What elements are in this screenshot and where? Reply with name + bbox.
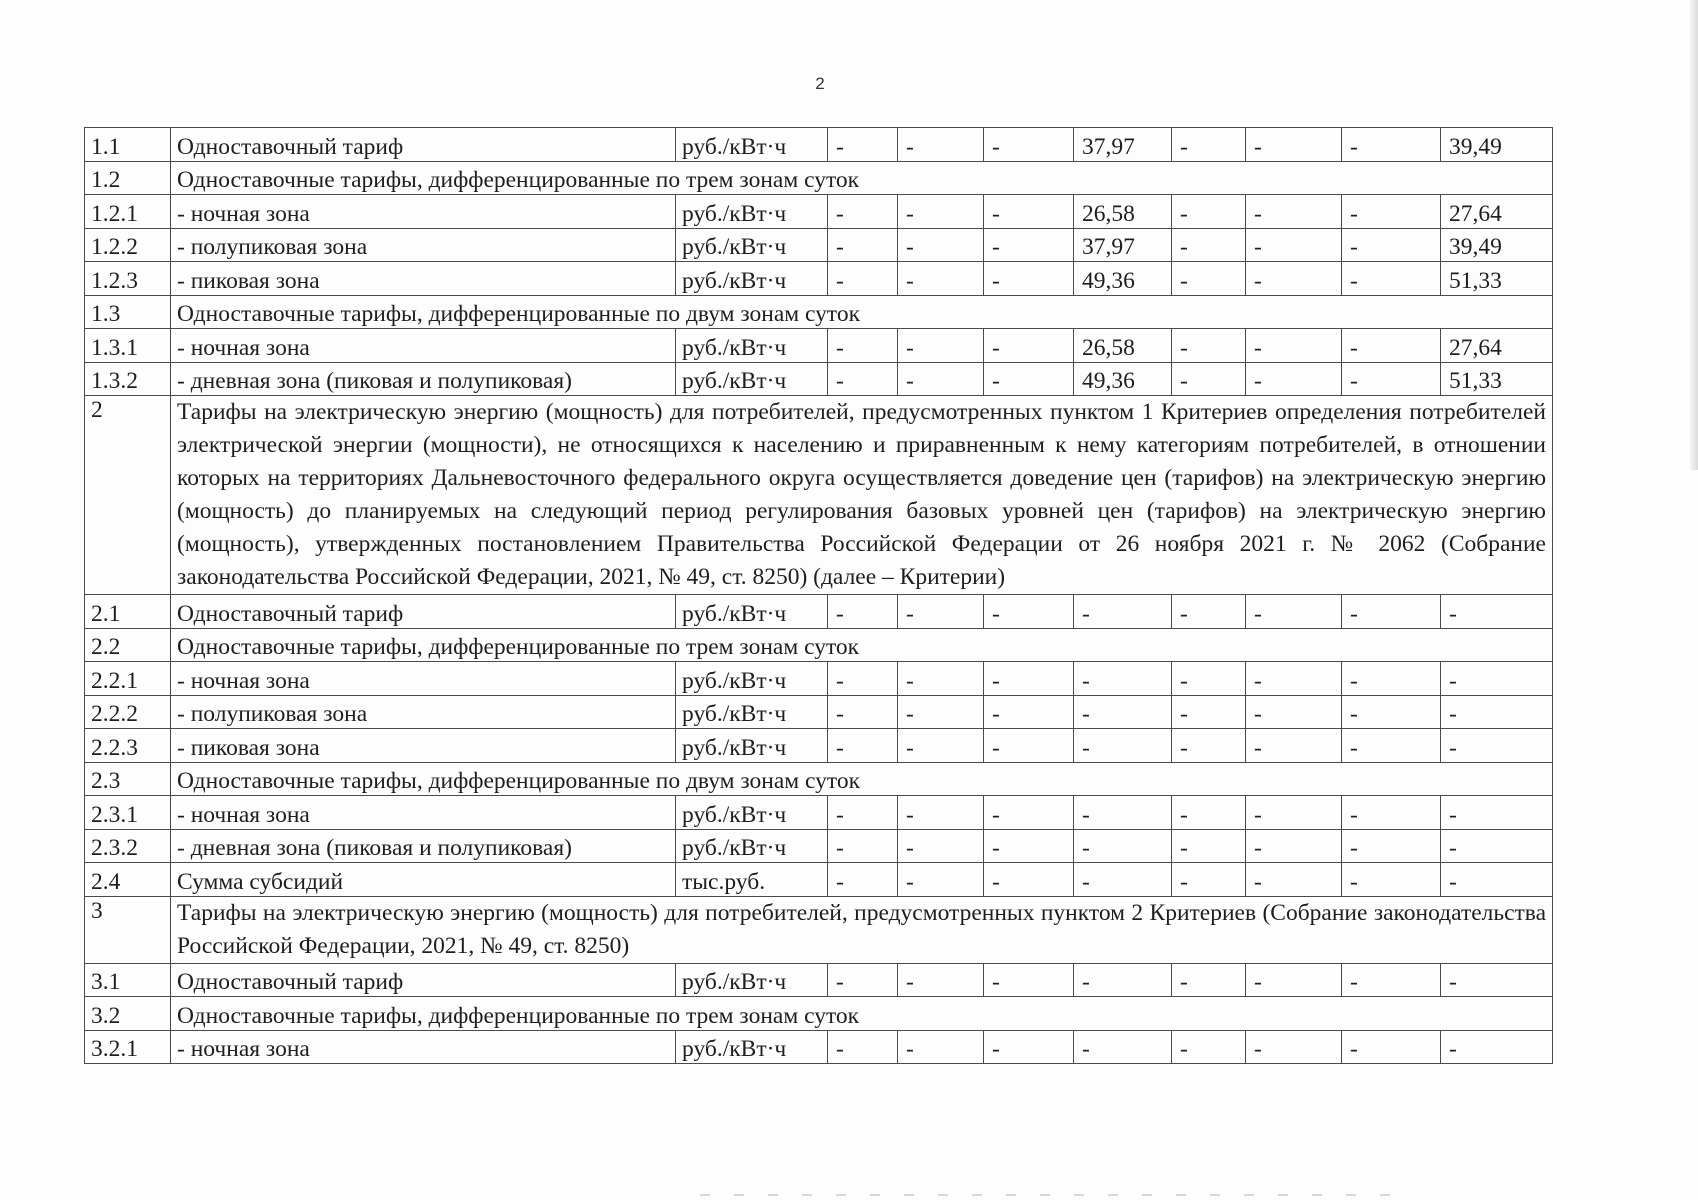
row-name: - дневная зона (пиковая и полупиковая)	[171, 362, 676, 396]
value-cell: -	[984, 695, 1074, 729]
tariff-table	[84, 127, 1553, 1064]
table-row	[85, 963, 1553, 997]
table-row	[85, 329, 1553, 363]
row-name: - полупиковая зона	[171, 695, 676, 729]
table-section-row	[85, 295, 1553, 329]
row-unit: руб./кВт·ч	[676, 228, 828, 262]
table-paragraph-row	[85, 396, 1553, 595]
row-name: - ночная зона	[171, 796, 676, 830]
row-number: 2.4	[85, 863, 171, 897]
row-number: 1.2.1	[85, 195, 171, 229]
section-title: Одноставочные тарифы, дифференцированные по двум зонам суток	[171, 295, 1553, 329]
row-unit: руб./кВт·ч	[676, 262, 828, 296]
value-cell: -	[984, 128, 1074, 162]
value-cell: -	[898, 829, 984, 863]
row-name: - полупиковая зона	[171, 228, 676, 262]
value-cell: -	[1342, 228, 1441, 262]
value-cell: -	[1246, 963, 1342, 997]
row-name: - ночная зона	[171, 329, 676, 363]
value-cell: -	[984, 963, 1074, 997]
value-cell: -	[1172, 863, 1246, 897]
table-row	[85, 796, 1553, 830]
row-name: - ночная зона	[171, 195, 676, 229]
value-cell: 39,49	[1441, 128, 1553, 162]
value-cell: -	[898, 262, 984, 296]
row-number: 2.2	[85, 628, 171, 662]
value-cell: -	[984, 228, 1074, 262]
table-row	[85, 863, 1553, 897]
value-cell: -	[898, 195, 984, 229]
table-row	[85, 262, 1553, 296]
row-unit: руб./кВт·ч	[676, 1030, 828, 1064]
value-cell: -	[1441, 662, 1553, 696]
table-row	[85, 595, 1553, 629]
row-name: - пиковая зона	[171, 729, 676, 763]
row-unit: тыс.руб.	[676, 863, 828, 897]
value-cell: -	[1246, 262, 1342, 296]
value-cell: 27,64	[1441, 329, 1553, 363]
value-cell: -	[1172, 695, 1246, 729]
value-cell: 51,33	[1441, 262, 1553, 296]
value-cell: -	[1074, 963, 1172, 997]
value-cell: -	[1172, 595, 1246, 629]
table-paragraph-row	[85, 896, 1553, 963]
value-cell: -	[1074, 1030, 1172, 1064]
value-cell: -	[898, 128, 984, 162]
value-cell: 51,33	[1441, 362, 1553, 396]
table-section-row	[85, 997, 1553, 1031]
value-cell: -	[1172, 228, 1246, 262]
value-cell: -	[828, 662, 898, 696]
value-cell: -	[1342, 863, 1441, 897]
value-cell: -	[1342, 595, 1441, 629]
value-cell: -	[1441, 796, 1553, 830]
value-cell: -	[984, 662, 1074, 696]
section-title: Одноставочные тарифы, дифференцированные по трем зонам суток	[171, 628, 1553, 662]
table-row	[85, 1030, 1553, 1064]
value-cell: -	[984, 195, 1074, 229]
value-cell: -	[1342, 662, 1441, 696]
value-cell: -	[984, 329, 1074, 363]
row-unit: руб./кВт·ч	[676, 362, 828, 396]
value-cell: -	[828, 228, 898, 262]
value-cell: -	[1246, 362, 1342, 396]
row-number: 1.2.3	[85, 262, 171, 296]
scan-noise	[700, 1194, 1400, 1196]
value-cell: -	[1172, 796, 1246, 830]
value-cell: -	[984, 262, 1074, 296]
value-cell: -	[1172, 362, 1246, 396]
table-row	[85, 829, 1553, 863]
value-cell: -	[828, 1030, 898, 1064]
value-cell: -	[1246, 228, 1342, 262]
value-cell: 37,97	[1074, 128, 1172, 162]
value-cell: -	[984, 595, 1074, 629]
row-unit: руб./кВт·ч	[676, 796, 828, 830]
row-number: 2.1	[85, 595, 171, 629]
row-number: 3.1	[85, 963, 171, 997]
row-number: 3	[85, 896, 171, 963]
value-cell: -	[1246, 195, 1342, 229]
value-cell: -	[1342, 362, 1441, 396]
value-cell: -	[828, 863, 898, 897]
value-cell: -	[1074, 796, 1172, 830]
row-unit: руб./кВт·ч	[676, 195, 828, 229]
row-name: - ночная зона	[171, 662, 676, 696]
value-cell: -	[1074, 662, 1172, 696]
scan-edge-shadow	[1690, 0, 1698, 470]
value-cell: -	[898, 963, 984, 997]
value-cell: -	[1172, 329, 1246, 363]
value-cell: -	[1246, 329, 1342, 363]
table-row	[85, 662, 1553, 696]
value-cell: 49,36	[1074, 362, 1172, 396]
value-cell: -	[828, 963, 898, 997]
row-unit: руб./кВт·ч	[676, 662, 828, 696]
value-cell: -	[1246, 729, 1342, 763]
value-cell: -	[1172, 262, 1246, 296]
value-cell: -	[984, 829, 1074, 863]
row-number: 3.2	[85, 997, 171, 1031]
value-cell: -	[1074, 729, 1172, 763]
section-title: Одноставочные тарифы, дифференцированные по трем зонам суток	[171, 997, 1553, 1031]
row-number: 1.3	[85, 295, 171, 329]
value-cell: -	[898, 695, 984, 729]
value-cell: -	[1246, 662, 1342, 696]
tariff-table-body	[85, 128, 1553, 1064]
value-cell: -	[1074, 829, 1172, 863]
value-cell: -	[1246, 695, 1342, 729]
value-cell: -	[898, 362, 984, 396]
row-unit: руб./кВт·ч	[676, 695, 828, 729]
value-cell: -	[1172, 963, 1246, 997]
value-cell: -	[1342, 262, 1441, 296]
value-cell: -	[1246, 796, 1342, 830]
table-section-row	[85, 762, 1553, 796]
row-number: 2.3.2	[85, 829, 171, 863]
value-cell: -	[1172, 829, 1246, 863]
row-number: 2	[85, 396, 171, 595]
table-row	[85, 729, 1553, 763]
section-title: Одноставочные тарифы, дифференцированные по двум зонам суток	[171, 762, 1553, 796]
value-cell: -	[828, 262, 898, 296]
value-cell: -	[1246, 829, 1342, 863]
value-cell: -	[984, 362, 1074, 396]
value-cell: -	[828, 729, 898, 763]
value-cell: -	[898, 662, 984, 696]
value-cell: -	[828, 796, 898, 830]
value-cell: -	[1172, 662, 1246, 696]
value-cell: -	[1441, 829, 1553, 863]
value-cell: -	[898, 796, 984, 830]
value-cell: -	[1441, 863, 1553, 897]
section-paragraph: Тарифы на электрическую энергию (мощность) для потребителей, предусмотренных пунктом 1 Критериев определения потребителей электрической энергии (мощности), не относящихся к населению и приравненным к нему категориям потребителей, в отношении которых на территориях Дальневосточного федерального округа осуществляется доведение цен (тарифов) на электрическую энергию (мощность) до планируемых на следующий период регулирования базовых уровней цен (тарифов) на электрическую энергию (мощность), утвержденных постановлением Правительства Российской Федерации от 26 ноября 2021 г. № 2062 (Собрание законодательства Российской Федерации, 2021, № 49, ст. 8250) (далее – Критерии)	[171, 396, 1553, 595]
value-cell: 37,97	[1074, 228, 1172, 262]
row-number: 2.2.3	[85, 729, 171, 763]
row-unit: руб./кВт·ч	[676, 963, 828, 997]
value-cell: -	[1246, 1030, 1342, 1064]
value-cell: -	[1074, 695, 1172, 729]
value-cell: -	[984, 863, 1074, 897]
value-cell: 27,64	[1441, 195, 1553, 229]
value-cell: -	[1172, 195, 1246, 229]
value-cell: -	[1441, 963, 1553, 997]
section-title: Одноставочные тарифы, дифференцированные по трем зонам суток	[171, 161, 1553, 195]
row-unit: руб./кВт·ч	[676, 595, 828, 629]
value-cell: -	[828, 128, 898, 162]
value-cell: 26,58	[1074, 195, 1172, 229]
row-number: 2.3.1	[85, 796, 171, 830]
value-cell: -	[828, 595, 898, 629]
value-cell: -	[1342, 729, 1441, 763]
value-cell: 49,36	[1074, 262, 1172, 296]
value-cell: -	[1074, 595, 1172, 629]
table-section-row	[85, 628, 1553, 662]
row-unit: руб./кВт·ч	[676, 128, 828, 162]
value-cell: -	[1342, 1030, 1441, 1064]
value-cell: -	[1342, 329, 1441, 363]
value-cell: -	[1342, 829, 1441, 863]
value-cell: -	[1441, 729, 1553, 763]
value-cell: -	[1342, 963, 1441, 997]
row-number: 1.3.2	[85, 362, 171, 396]
row-unit: руб./кВт·ч	[676, 829, 828, 863]
value-cell: -	[898, 729, 984, 763]
row-name: Одноставочный тариф	[171, 595, 676, 629]
row-number: 2.3	[85, 762, 171, 796]
row-number: 1.2	[85, 161, 171, 195]
row-number: 1.1	[85, 128, 171, 162]
value-cell: -	[984, 729, 1074, 763]
value-cell: -	[1246, 128, 1342, 162]
value-cell: -	[1342, 695, 1441, 729]
value-cell: -	[1441, 695, 1553, 729]
row-number: 1.3.1	[85, 329, 171, 363]
value-cell: -	[898, 228, 984, 262]
row-number: 1.2.2	[85, 228, 171, 262]
value-cell: -	[898, 329, 984, 363]
value-cell: -	[1246, 595, 1342, 629]
row-unit: руб./кВт·ч	[676, 729, 828, 763]
row-name: - пиковая зона	[171, 262, 676, 296]
value-cell: -	[1074, 863, 1172, 897]
value-cell: -	[898, 595, 984, 629]
value-cell: -	[1172, 729, 1246, 763]
value-cell: -	[984, 796, 1074, 830]
table-row	[85, 362, 1553, 396]
page-number: 2	[815, 74, 825, 93]
row-name: - ночная зона	[171, 1030, 676, 1064]
value-cell: -	[1172, 1030, 1246, 1064]
value-cell: -	[898, 863, 984, 897]
row-number: 2.2.1	[85, 662, 171, 696]
value-cell: -	[1441, 1030, 1553, 1064]
row-unit: руб./кВт·ч	[676, 329, 828, 363]
value-cell: -	[1441, 595, 1553, 629]
row-name: Сумма субсидий	[171, 863, 676, 897]
value-cell: -	[1172, 128, 1246, 162]
value-cell: 26,58	[1074, 329, 1172, 363]
value-cell: 39,49	[1441, 228, 1553, 262]
value-cell: -	[828, 695, 898, 729]
value-cell: -	[828, 329, 898, 363]
row-number: 3.2.1	[85, 1030, 171, 1064]
table-row	[85, 128, 1553, 162]
value-cell: -	[1342, 128, 1441, 162]
value-cell: -	[828, 362, 898, 396]
table-row	[85, 195, 1553, 229]
table-row	[85, 695, 1553, 729]
value-cell: -	[898, 1030, 984, 1064]
table-row	[85, 228, 1553, 262]
value-cell: -	[1246, 863, 1342, 897]
value-cell: -	[828, 195, 898, 229]
row-name: - дневная зона (пиковая и полупиковая)	[171, 829, 676, 863]
row-name: Одноставочный тариф	[171, 963, 676, 997]
row-name: Одноставочный тариф	[171, 128, 676, 162]
section-paragraph: Тарифы на электрическую энергию (мощность) для потребителей, предусмотренных пунктом 2 Критериев (Собрание законодательства Российской Федерации, 2021, № 49, ст. 8250)	[171, 896, 1553, 963]
value-cell: -	[984, 1030, 1074, 1064]
value-cell: -	[828, 829, 898, 863]
table-section-row	[85, 161, 1553, 195]
value-cell: -	[1342, 796, 1441, 830]
value-cell: -	[1342, 195, 1441, 229]
row-number: 2.2.2	[85, 695, 171, 729]
